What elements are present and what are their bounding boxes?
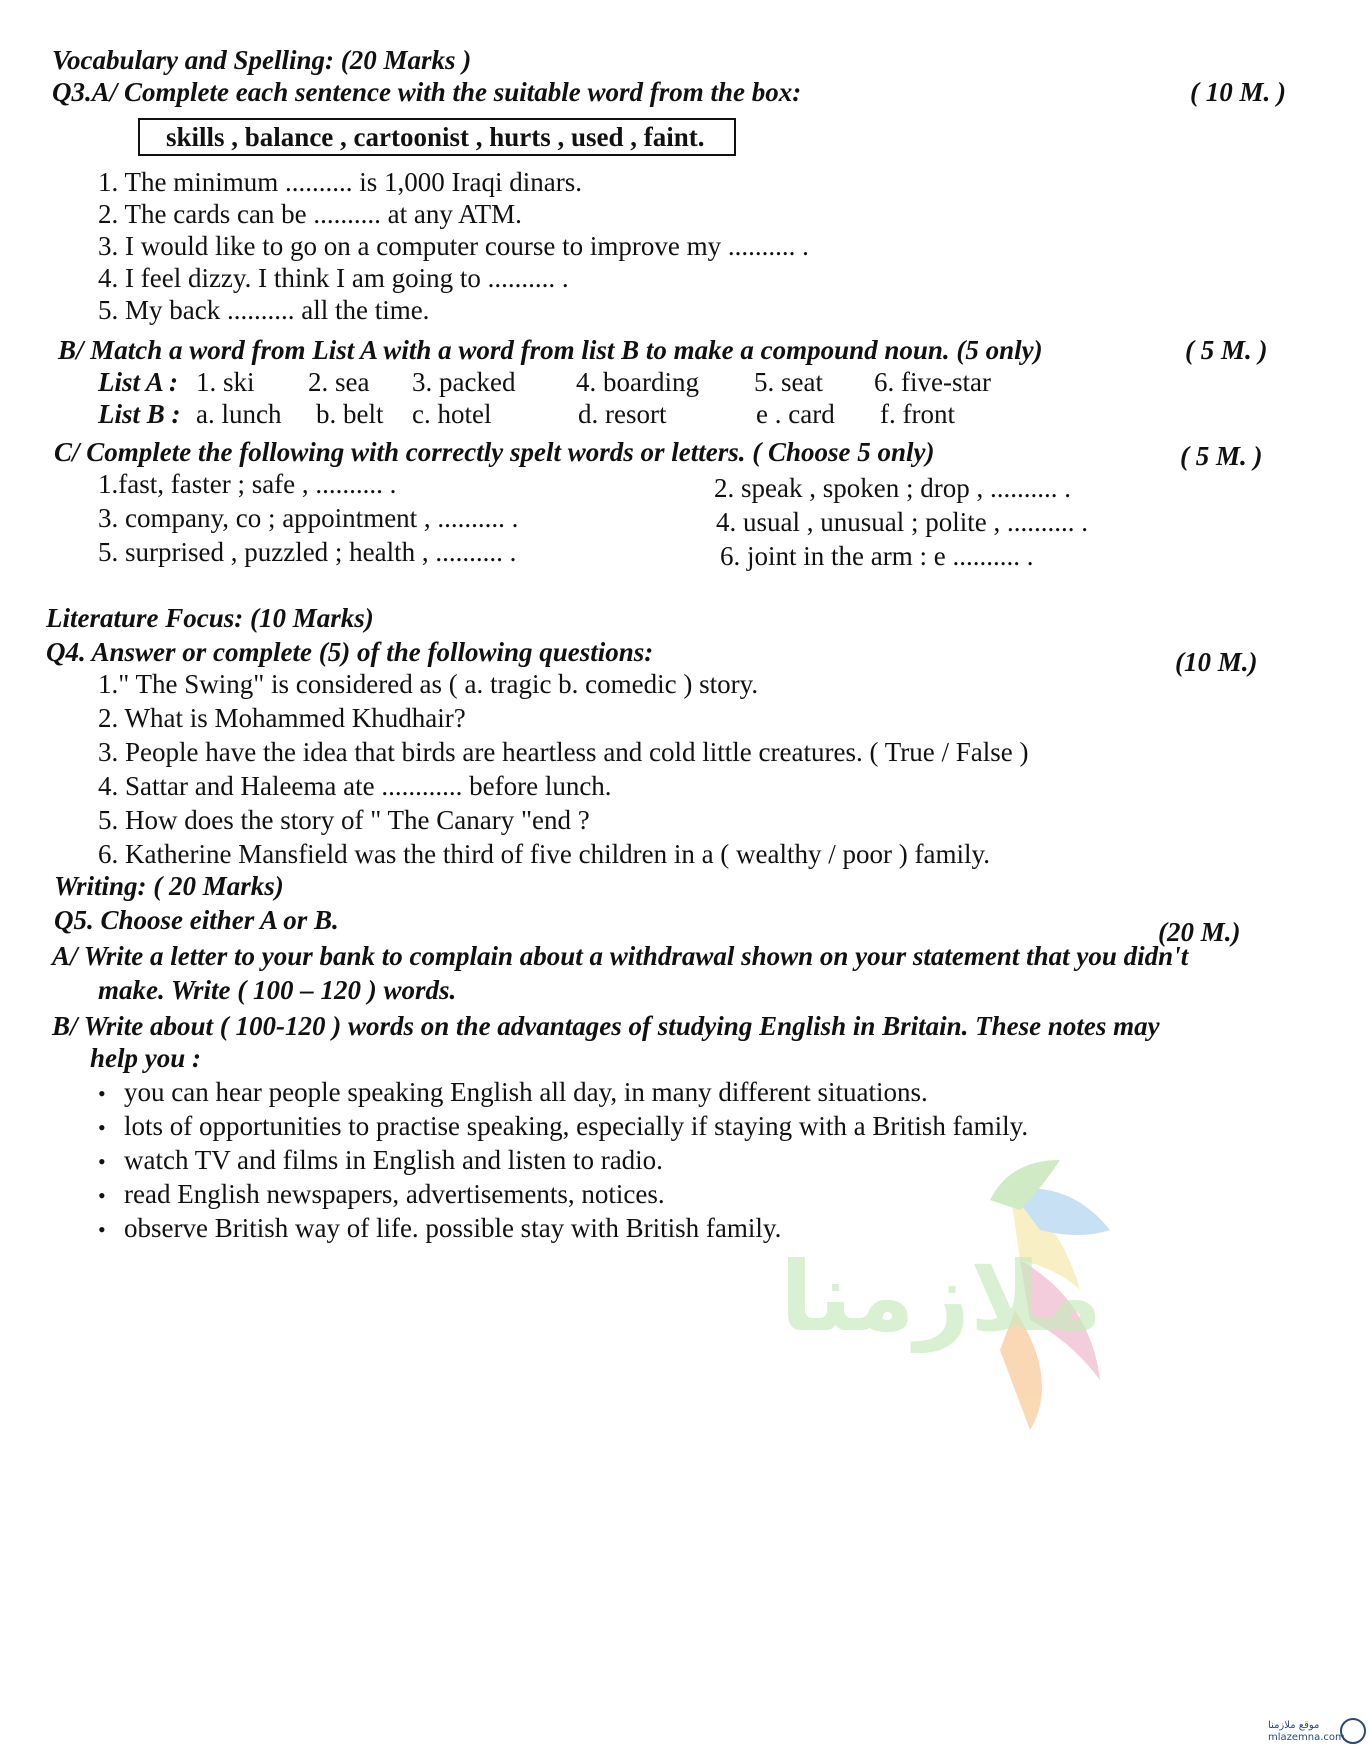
q3a-marks: ( 10 M. )	[1190, 77, 1286, 107]
note-3: watch TV and films in English and listen to radio.	[124, 1145, 663, 1175]
q4-item-3: 3. People have the idea that birds are heartless and cold little creatures. ( True / False )	[98, 737, 1029, 767]
q3c-item-3: 3. company, co ; appointment , .......... .	[98, 503, 519, 533]
list-a-item-6: 6. five-star	[874, 367, 991, 397]
watermark-logo	[760, 1160, 1130, 1430]
note-1: you can hear people speaking English all day, in many different situations.	[124, 1077, 928, 1107]
q4-item-6: 6. Katherine Mansfield was the third of five children in a ( wealthy / poor ) family.	[98, 839, 990, 869]
list-a-item-3: 3. packed	[412, 367, 516, 397]
literature-section-title: Literature Focus: (10 Marks)	[46, 603, 374, 633]
q3c-item-2: 2. speak , spoken ; drop , .......... .	[714, 473, 1071, 503]
q3c-heading: C/ Complete the following with correctly spelt words or letters. ( Choose 5 only)	[54, 437, 935, 467]
q3c-item-1: 1.fast, faster ; safe , .......... .	[98, 469, 397, 499]
q4-item-5: 5. How does the story of " The Canary "end ?	[98, 805, 590, 835]
list-a-item-1: 1. ski	[196, 367, 255, 397]
list-b-item-b: b. belt	[316, 399, 384, 429]
q3a-heading: Q3.A/ Complete each sentence with the suitable word from the box:	[52, 77, 802, 107]
q5-option-b-line2: help you :	[90, 1043, 201, 1073]
globe-icon	[1338, 1718, 1366, 1744]
list-b-item-e: e . card	[756, 399, 835, 429]
q3c-item-4: 4. usual , unusual ; polite , .......... .	[716, 507, 1088, 537]
q3c-item-5: 5. surprised , puzzled ; health , .......... .	[98, 537, 517, 567]
list-a-item-5: 5. seat	[754, 367, 823, 397]
q3a-item-1: 1. The minimum .......... is 1,000 Iraqi dinars.	[98, 167, 582, 197]
q3c-marks: ( 5 M. )	[1180, 441, 1263, 471]
q3b-marks: ( 5 M. )	[1185, 335, 1268, 365]
q5-option-a-line2: make. Write ( 100 – 120 ) words.	[98, 975, 457, 1005]
watermark-text: ملازمنا	[780, 1241, 1103, 1353]
q3a-item-4: 4. I feel dizzy. I think I am going to .......... .	[98, 263, 569, 293]
q3b-heading: B/ Match a word from List A with a word from list B to make a compound noun. (5 only)	[58, 335, 1043, 365]
note-5: observe British way of life. possible stay with British family.	[124, 1213, 782, 1243]
list-b-item-c: c. hotel	[412, 399, 492, 429]
word-box: skills , balance , cartoonist , hurts , used , faint.	[138, 118, 736, 156]
bullet-icon: •	[98, 1217, 106, 1242]
list-b-label: List B :	[98, 399, 181, 429]
q4-item-1: 1." The Swing" is considered as ( a. tragic b. comedic ) story.	[98, 669, 759, 699]
vocabulary-section-title: Vocabulary and Spelling: (20 Marks )	[52, 45, 472, 75]
note-4: read English newspapers, advertisements, notices.	[124, 1179, 665, 1209]
bullet-icon: •	[98, 1115, 106, 1140]
bullet-icon: •	[98, 1081, 106, 1106]
site-logo-arabic: موقع ملازمنا	[1268, 1720, 1320, 1731]
note-2: lots of opportunities to practise speaking, especially if staying with a British family.	[124, 1111, 1029, 1141]
bullet-icon: •	[98, 1183, 106, 1208]
bullet-icon: •	[98, 1149, 106, 1174]
site-logo	[1268, 1720, 1345, 1744]
list-a-item-4: 4. boarding	[576, 367, 699, 397]
list-a-label: List A :	[98, 367, 179, 397]
q4-marks: (10 M.)	[1175, 647, 1258, 677]
q3a-item-2: 2. The cards can be .......... at any ATM.	[98, 199, 522, 229]
q5-heading: Q5. Choose either A or B.	[54, 905, 339, 935]
q3a-item-5: 5. My back .......... all the time.	[98, 295, 430, 325]
list-b-item-f: f. front	[880, 399, 955, 429]
q4-item-2: 2. What is Mohammed Khudhair?	[98, 703, 466, 733]
q3a-item-3: 3. I would like to go on a computer course to improve my .......... .	[98, 231, 809, 261]
q5-marks: (20 M.)	[1158, 917, 1241, 947]
q4-heading: Q4. Answer or complete (5) of the following questions:	[46, 637, 654, 667]
list-b-item-d: d. resort	[578, 399, 667, 429]
list-a-item-2: 2. sea	[308, 367, 370, 397]
q5-option-b-line1: B/ Write about ( 100-120 ) words on the advantages of studying English in Britain. These notes may	[52, 1011, 1160, 1041]
site-logo-url: mlazemna.com	[1268, 1732, 1345, 1743]
list-b-item-a: a. lunch	[196, 399, 282, 429]
q3c-item-6: 6. joint in the arm : e .......... .	[720, 541, 1034, 571]
writing-section-title: Writing: ( 20 Marks)	[54, 871, 284, 901]
q5-option-a-line1: A/ Write a letter to your bank to complain about a withdrawal shown on your statement that you didn't	[52, 941, 1189, 971]
q4-item-4: 4. Sattar and Haleema ate ............ before lunch.	[98, 771, 612, 801]
